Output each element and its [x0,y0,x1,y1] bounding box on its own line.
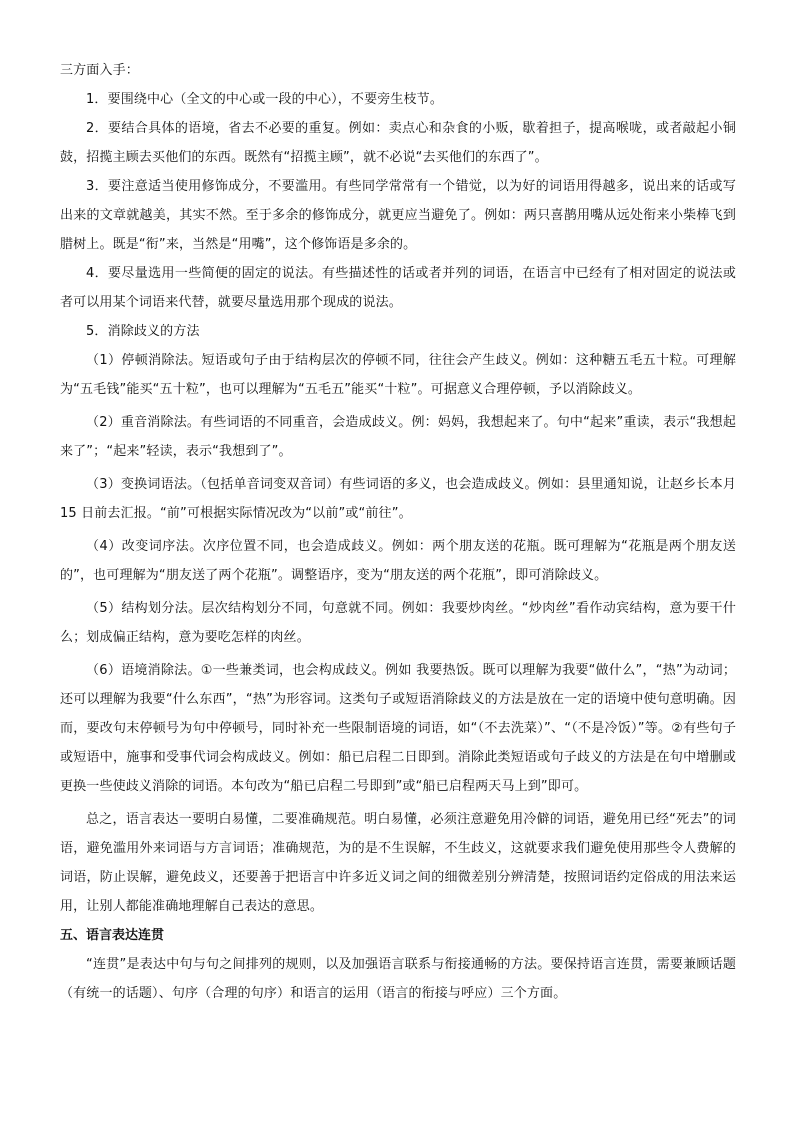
method-stress: （2）重音消除法。有些词语的不同重音，会造成歧义。例：妈妈，我想起来了。句中“起来”重读，表示“我想起来了”；“起来”轻读，表示“我想到了”。 [60,415,736,459]
method-context: （6）语境消除法。①一些兼类词，也会构成歧义。例如 我要热饭。既可以理解为我要“做什么”，“热”为动词；还可以理解为我要“什么东西”，“热”为形容词。这类句子或短语消除歧义的方法是放在一定的语境中使句意明确。因而，要改句末停顿号为句中停顿号，同时补充一些限制语境的词语，如“（不去洗菜）”、“（不是冷饭）”等。②有些句子或短语中，施事和受事代词会构成歧义。例如：船已启程二日即到。消除此类短语或句子歧义的方法是在句中增删或更换一些使歧义消除的词语。本句改为“船已启程二号即到”或“船已启程两天马上到”即可。 [60,663,736,794]
section-paragraph: “连贯”是表达中句与句之间排列的规则，以及加强语言联系与衔接通畅的方法。要保持语言连贯，需要兼顾话题（有统一的话题）、句序（合理的句序）和语言的运用（语言的衔接与呼应）三个方面。 [60,957,736,1001]
method-word-change: （3）变换词语法。（包括单音词变双音词）有些词语的多义，也会造成歧义。例如：县里通知说，让赵乡长本月 15 日前去汇报。“前”可根据实际情况改为“以前”或“前往”。 [60,477,736,521]
document-page [60,56,736,1008]
point-4: 4．要尽量选用一些简便的固定的说法。有些描述性的话或者并列的词语，在语言中已经有了相对固定的说法或者可以用某个词语来代替，就要尽量选用那个现成的说法。 [60,266,736,310]
point-3: 3．要注意适当使用修饰成分，不要滥用。有些同学常常有一个错觉，以为好的词语用得越多，说出来的话或写出来的文章就越美，其实不然。至于多余的修饰成分，就更应当避免了。例如：两只喜鹊用嘴从远处衔来小柴棒飞到腊树上。既是“衔”来，当然是“用嘴”，这个修饰语是多余的。 [60,179,736,252]
section-heading: 五、语言表达连贯 [60,928,165,943]
intro-line: 三方面入手： [60,63,139,78]
summary-paragraph: 总之，语言表达一要明白易懂，二要准确规范。明白易懂，必须注意避免用冷僻的词语，避免用已经“死去”的词语，避免滥用外来词语与方言词语；准确规范，为的是不生误解，不生歧义，这就要求我们避免使用那些令人费解的词语，防止误解，避免歧义，还要善于把语言中许多近义词之间的细微差别分辨清楚，按照词语约定俗成的用法来运用，让别人都能准确地理解自己表达的意思。 [60,812,736,914]
point-5-title: 5．消除歧义的方法 [86,324,200,339]
method-pause: （1）停顿消除法。短语或句子由于结构层次的停顿不同，往往会产生歧义。例如：这种糖五毛五十粒。可理解为“五毛钱”能买“五十粒”，也可以理解为“五毛五”能买“十粒”。可据意义合理停顿，予以消除歧义。 [60,353,736,397]
method-structure: （5）结构划分法。层次结构划分不同，句意就不同。例如：我要炒肉丝。“炒肉丝”看作动宾结构，意为要干什么；划成偏正结构，意为要吃怎样的肉丝。 [60,601,736,645]
point-2: 2．要结合具体的语境，省去不必要的重复。例如：卖点心和杂食的小贩，歇着担子，提高喉咙，或者敲起小铜鼓，招揽主顾去买他们的东西。既然有“招揽主顾”，就不必说“去买他们的东西了”。 [60,121,736,165]
point-1: 1．要围绕中心（全文的中心或一段的中心），不要旁生枝节。 [86,92,443,107]
method-word-order: （4）改变词序法。次序位置不同，也会造成歧义。例如：两个朋友送的花瓶。既可理解为“花瓶是两个朋友送的”，也可理解为“朋友送了两个花瓶”。调整语序，变为“朋友送的两个花瓶”，即可消除歧义。 [60,539,736,583]
